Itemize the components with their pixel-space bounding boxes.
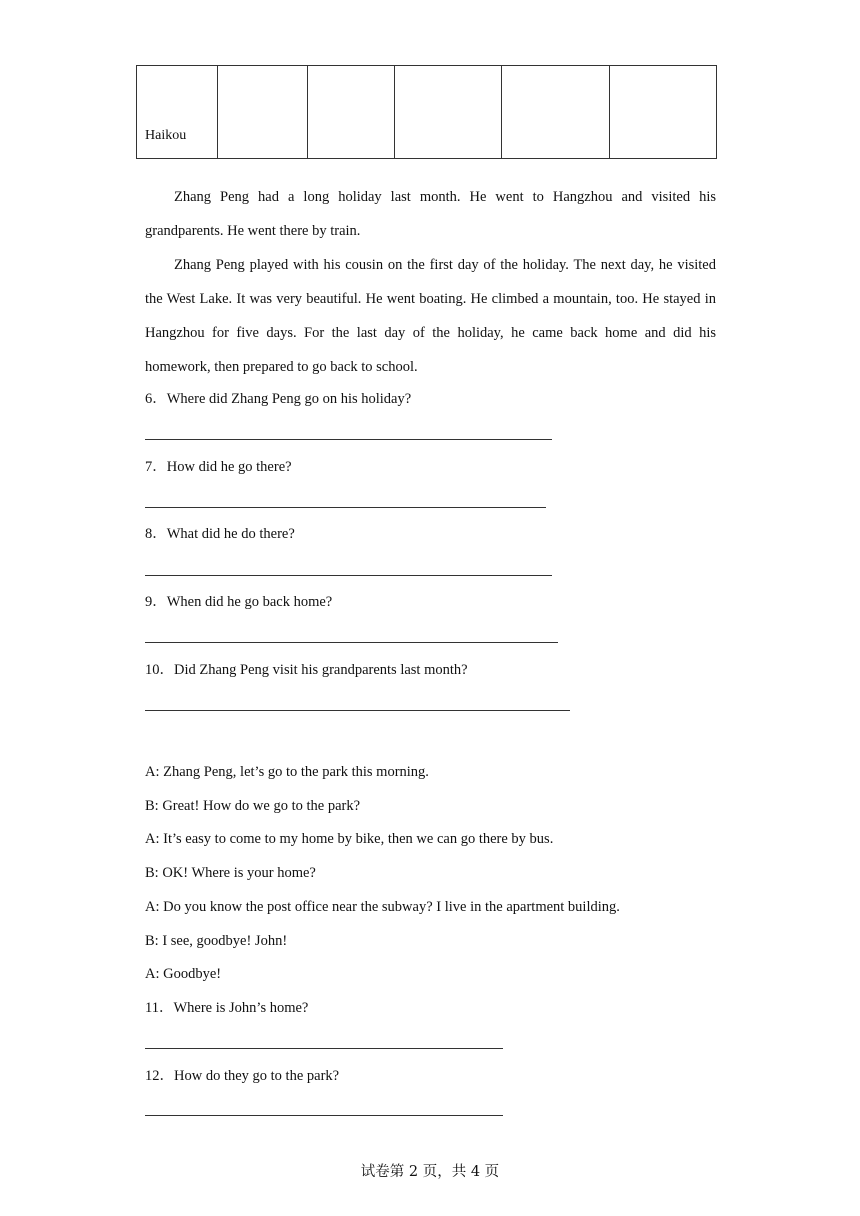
answer-line-6[interactable] xyxy=(145,439,552,440)
answer-line-9[interactable] xyxy=(145,642,558,643)
question-12: 12．How do they go to the park? xyxy=(145,1068,340,1084)
dialogue-line: A: It’s easy to come to my home by bike, then we can go there by bus. xyxy=(145,831,554,847)
table-cell-city: Haikou xyxy=(137,66,218,159)
answer-line-11[interactable] xyxy=(145,1048,503,1049)
question-8: 8．What did he do there? xyxy=(145,526,295,542)
dialogue-line: A: Zhang Peng, let’s go to the park this morning. xyxy=(145,764,429,780)
question-11: 11．Where is John’s home? xyxy=(145,1000,309,1016)
dialogue-line: B: Great! How do we go to the park? xyxy=(145,798,361,814)
answer-line-8[interactable] xyxy=(145,575,552,576)
answer-line-10[interactable] xyxy=(145,710,570,711)
dialogue-line: B: I see, goodbye! John! xyxy=(145,933,288,949)
passage-paragraph-1: Zhang Peng had a long holiday last month. He went to Hangzhou and visited his grandparents. He went there by train. xyxy=(145,189,716,239)
dialogue-line: A: Do you know the post office near the subway? I live in the apartment building. xyxy=(145,899,620,915)
dialogue-line: A: Goodbye! xyxy=(145,966,222,982)
question-9: 9．When did he go back home? xyxy=(145,594,333,610)
question-6: 6．Where did Zhang Peng go on his holiday? xyxy=(145,391,412,407)
table-row xyxy=(137,66,717,159)
table-cell-empty xyxy=(395,66,502,159)
page-footer: 试卷第 2 页，共 4 页 xyxy=(360,1164,500,1180)
question-10: 10．Did Zhang Peng visit his grandparents last month? xyxy=(145,662,468,678)
question-7: 7．How did he go there? xyxy=(145,459,292,475)
passage-paragraph-2: Zhang Peng played with his cousin on the first day of the holiday. The next day, he visited the West Lake. It was very beautiful. He went boating. He climbed a mountain, too. He stayed in Hangzhou for five days. For the last day of the holiday, he came back home and did his homework, then prepared to go back to school. xyxy=(145,257,716,375)
answer-line-12[interactable] xyxy=(145,1115,503,1116)
answer-line-7[interactable] xyxy=(145,507,546,508)
table-cell-empty xyxy=(218,66,308,159)
table-cell-empty xyxy=(610,66,717,159)
travel-table xyxy=(136,65,717,159)
table-cell-empty xyxy=(308,66,395,159)
table-cell-empty xyxy=(502,66,610,159)
dialogue-line: B: OK! Where is your home? xyxy=(145,865,316,881)
